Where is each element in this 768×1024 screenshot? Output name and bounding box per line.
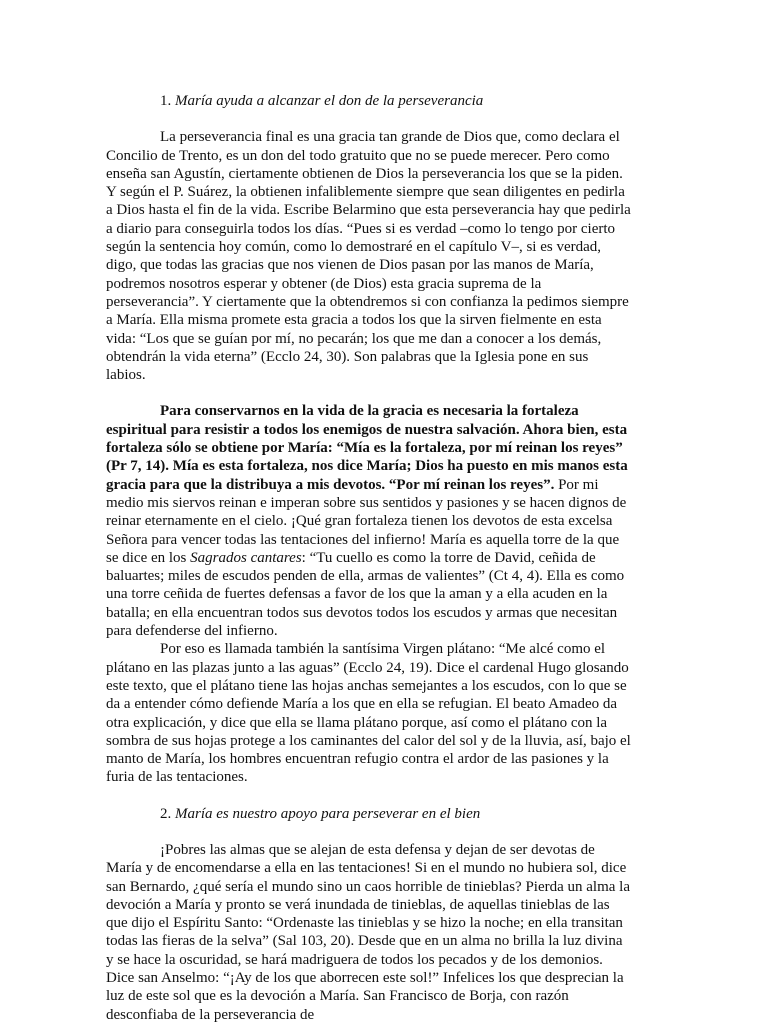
body-text: Por mi medio mis siervos reinan e imperan sobre sus sentidos y pasiones y se hacen dignos de reinar eternamente en el cielo. ¡Qué gran fortaleza tienen los devotos de esta excelsa Señora para vencer todas las tentaciones del infierno! María es aquella torre de la que se dice en los — [106, 476, 627, 566]
paragraph-4: ¡Pobres las almas que se alejan de esta defensa y dejan de ser devotas de María y de encomendarse a ella en las tentaciones! Si en el mundo no hubiera sol, dice san Bernardo, ¿qué sería el mundo sino un caos horrible de tinieblas? Pierda un alma la devoción a María y pronto se verá inundada de tinieblas, de aquellas tinieblas de las que dijo el Espíritu Santo: “Ordenaste las tinieblas y se hizo la noche; en ella transitan todas las fieras de la selva” (Sal 103, 20). Desde que en un alma no brilla la luz divina y se hace la oscuridad, se hará madriguera de todos los pecados y de los demonios. Dice san Anselmo: “¡Ay de los que aborrecen este sol!” Infelices los que desprecian la luz de este sol que es la devoción a María. San Francisco de Borja, con razón desconfiaba de la perseverancia de — [106, 841, 631, 1023]
section-heading-2 — [106, 805, 631, 823]
section-number: 2. — [160, 805, 175, 822]
section-title: María es nuestro apoyo para perseverar en el bien — [175, 805, 481, 822]
body-text: : “Tu cuello es como la torre de David, ceñida de baluartes; miles de escudos penden de ella, armas de valientes” (Ct 4, 4). Ella es como una torre ceñida de fuertes defensas a favor de los que la aman y a ella acuden en la batalla; en ella encuentran todos sus devotos todos los escudos y armas que necesitan para defenderse del infierno. — [106, 549, 625, 640]
section-heading-1 — [106, 92, 631, 110]
section-number: 1. — [160, 93, 175, 109]
paragraph-3: Por eso es llamada también la santísima Virgen plátano: “Me alcé como el plátano en las plazas junto a las aguas” (Ecclo 24, 19). Dice el cardenal Hugo glosando este texto, que el plátano tiene las hojas anchas semejantes a los escudos, con lo que se da a entender cómo defiende María a los que en ella se refugian. El beato Amadeo da otra explicación, y dice que ella se llama plátano porque, así como el plátano con la sombra de sus hojas protege a los caminantes del calor del sol y de la lluvia, así, bajo el manto de María, los hombres encuentran refugio contra el ardor de las pasiones y la furia de las tentaciones. — [106, 641, 631, 786]
section-title: María ayuda a alcanzar el don de la perseverancia — [175, 93, 484, 109]
paragraph-2 — [106, 402, 631, 640]
document-page — [106, 92, 631, 1024]
italic-title: Sagrados cantares — [190, 549, 302, 566]
paragraph-1: La perseverancia final es una gracia tan grande de Dios que, como declara el Concilio de Trento, es un don del todo gratuito que no se puede merecer. Pero como enseña san Agustín, ciertamente obtienen de Dios la perseverancia los que se la piden. Y según el P. Suárez, la obtienen infaliblemente siempre que sean diligentes en pedirla a Dios hasta el fin de la vida. Escribe Belarmino que esta perseverancia hay que pedirla a diario para conseguirla todos los días. “Pues si es verdad –como lo tengo por cierto según la sentencia hoy común, como lo demostraré en el capítulo V–, si es verdad, digo, que todas las gracias que nos vienen de Dios pasan por las manos de María, podremos nosotros esperar y obtener (de Dios) esta gracia suprema de la perseverancia”. Y ciertamente que la obtendremos si con confianza la pedimos siempre a María. Ella misma promete esta gracia a todos los que la sirven fielmente en esta vida: “Los que se guían por mí, no pecarán; los que me dan a conocer a los demás, obtendrán la vida eterna” (Ecclo 24, 30). Son palabras que la Iglesia pone en sus labios. — [106, 129, 631, 384]
bold-text: Para conservarnos en la vida de la gracia es necesaria la fortaleza espiritual para resistir a todos los enemigos de nuestra salvación. Ahora bien, esta fortaleza sólo se obtiene por María: “Mía es la fortaleza, por mí reinan los reyes” (Pr 7, 14). Mía es esta fortaleza, nos dice María; Dios ha puesto en mis manos esta gracia para que la distribuya a mis devotos. “Por mí reinan los reyes”. — [106, 403, 628, 493]
